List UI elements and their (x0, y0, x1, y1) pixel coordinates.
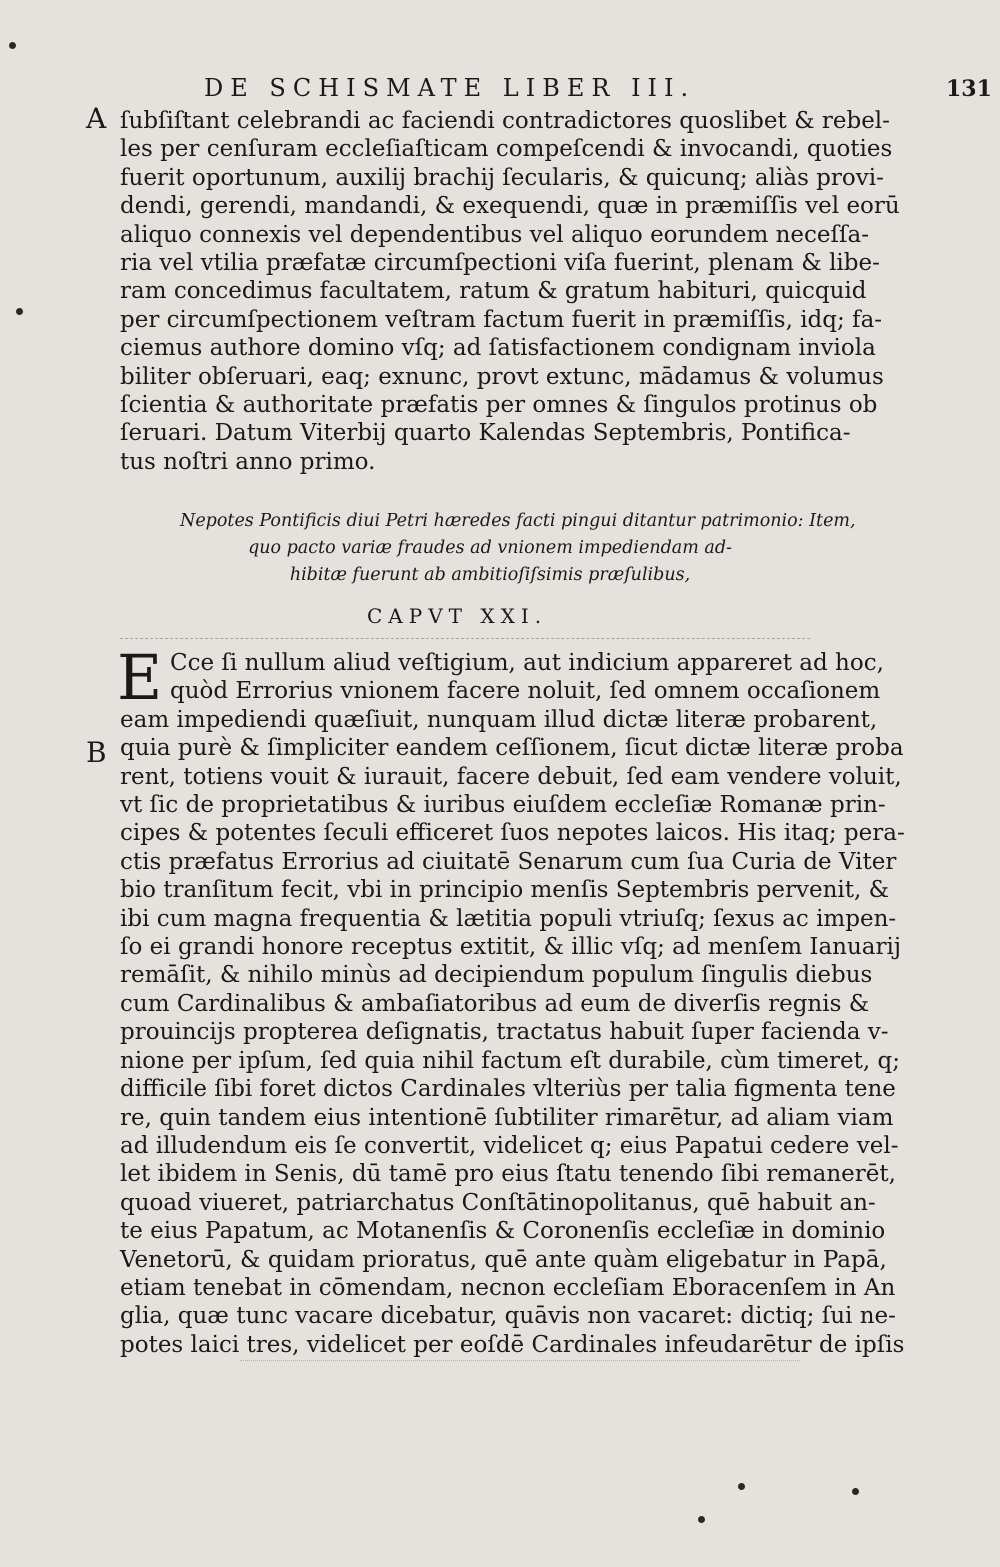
margin-letter-a: A (86, 102, 107, 135)
chapter-divider (120, 638, 810, 639)
text-line: rent, totiens vouit & iurauit, facere debuit, ſed eam vendere voluit, (120, 763, 902, 790)
text-line: remāſit, & nihilo minùs ad decipiendum populum ſingulis diebus (120, 962, 873, 989)
folio-number: 131 (946, 76, 992, 102)
text-line: te eius Papatum, ac Motanenſis & Coronenſis eccleſiæ in dominio (120, 1218, 886, 1245)
text-line: biliter obſeruari, eaq; exnunc, provt extunc, mādamus & volumus (120, 363, 884, 390)
text-line: ram concedimus facultatem, ratum & gratum habituri, quicquid (120, 278, 867, 305)
text-line: nione per ipſum, ſed quia nihil factum eſt durabile, cùm timeret, q; (120, 1047, 900, 1074)
text-block-continuation (120, 107, 900, 476)
text-line: ſeruari. Datum Viterbij quarto Kalendas Septembris, Pontifica- (120, 420, 851, 447)
running-header: DE SCHISMATE LIBER III. (204, 74, 696, 102)
drop-cap: E (117, 641, 163, 714)
text-line: difficile ſibi foret dictos Cardinales vlteriùs per talia figmenta tene (120, 1076, 896, 1103)
text-line: ria vel vtilia præfatæ circumſpectioni viſa fuerint, plenam & libe- (120, 250, 880, 277)
ink-spot (852, 1488, 859, 1495)
text-line: aliquo connexis vel dependentibus vel aliquo eorundem neceſſa- (120, 221, 870, 248)
text-line: quia purè & ſimpliciter eandem ceſſionem, ſicut dictæ literæ proba (120, 735, 904, 762)
text-line: Venetorū, & quidam prioratus, quē ante quàm eligebatur in Papā, (120, 1246, 887, 1273)
text-line: cum Cardinalibus & ambaſiatoribus ad eum de diverſis regnis & (120, 990, 870, 1017)
margin-letter-b: B (86, 736, 107, 769)
ink-spot (698, 1516, 705, 1523)
summary-line: Nepotes Pontificis diui Petri hæredes facti pingui ditantur patrimonio: Item, (180, 511, 856, 531)
text-line: tus noſtri anno primo. (120, 448, 376, 475)
chapter-heading: CAPVT XXI. (367, 604, 548, 628)
summary-line: quo pacto variæ fraudes ad vnionem impediendam ad- (248, 538, 732, 558)
chapter-summary (180, 508, 856, 589)
text-line: eam impediendi quæſiuit, nunquam illud dictæ literæ probarent, (120, 706, 878, 733)
ink-spot (16, 308, 23, 315)
ink-spot (9, 42, 16, 49)
text-line: dendi, gerendi, mandandi, & exequendi, quæ in præmiſſis vel eorū (120, 193, 900, 220)
text-line: les per cenſuram eccleſiaſticam compeſcendi & invocandi, quoties (120, 136, 893, 163)
text-line: ad illudendum eis ſe convertit, videlicet q; eius Papatui cedere vel- (120, 1132, 899, 1159)
text-line: quoad viueret, patriarchatus Conſtātinopolitanus, quē habuit an- (120, 1189, 876, 1216)
text-line: glia, quæ tunc vacare dicebatur, quāvis non vacaret: dictiq; ſui ne- (120, 1303, 896, 1330)
text-line: prouincijs propterea deſignatis, tractatus habuit ſuper facienda v- (120, 1019, 889, 1046)
footer-rule (240, 1360, 800, 1361)
text-line: re, quin tandem eius intentionē ſubtiliter rimarētur, ad aliam viam (120, 1104, 894, 1131)
text-line: ctis præfatus Errorius ad ciuitatē Senarum cum ſua Curia de Viter (120, 848, 897, 875)
summary-line: hibitæ fuerunt ab ambitioſiſsimis præſulibus, (289, 565, 691, 585)
text-line: fuerit oportunum, auxilij brachij ſecularis, & quicunq; aliàs provi- (120, 164, 884, 191)
text-line: cipes & potentes ſeculi efficeret ſuos nepotes laicos. His itaq; pera- (120, 820, 905, 847)
text-line: let ibidem in Senis, dū tamē pro eius ſtatu tenendo ſibi remanerēt, (120, 1161, 896, 1188)
text-line: bio tranſitum fecit, vbi in principio menſis Septembris pervenit, & (120, 877, 890, 904)
text-line: etiam tenebat in cōmendam, necnon eccleſiam Eboracenſem in An (120, 1274, 896, 1301)
text-block-chapter (120, 649, 905, 1359)
text-line: ibi cum magna frequentia & lætitia populi vtriuſq; ſexus ac impen- (120, 905, 897, 932)
text-line: ciemus authore domino vſq; ad ſatisfactionem condignam inviola (120, 335, 876, 362)
text-line: Cce ſi nullum aliud veſtigium, aut indicium appareret ad hoc, (170, 650, 884, 676)
text-line: ſo ei grandi honore receptus extitit, & illic vſq; ad menſem Ianuarij (120, 934, 901, 961)
text-line: ſubſiſtant celebrandi ac faciendi contradictores quoslibet & rebel- (120, 108, 890, 134)
ink-spot (738, 1483, 745, 1490)
text-line: per circumſpectionem veſtram factum fuerit in præmiſſis, idq; fa- (120, 306, 883, 333)
text-line: ſcientia & authoritate præfatis per omnes & ſingulos protinus ob (120, 392, 878, 419)
text-line: quòd Errorius vnionem facere noluit, ſed omnem occaſionem (170, 678, 881, 705)
text-line: potes laici tres, videlicet per eoſdē Cardinales infeudarētur de ipſis (120, 1331, 905, 1358)
text-line: vt ſic de proprietatibus & iuribus eiuſdem eccleſiæ Romanæ prin- (120, 792, 886, 819)
